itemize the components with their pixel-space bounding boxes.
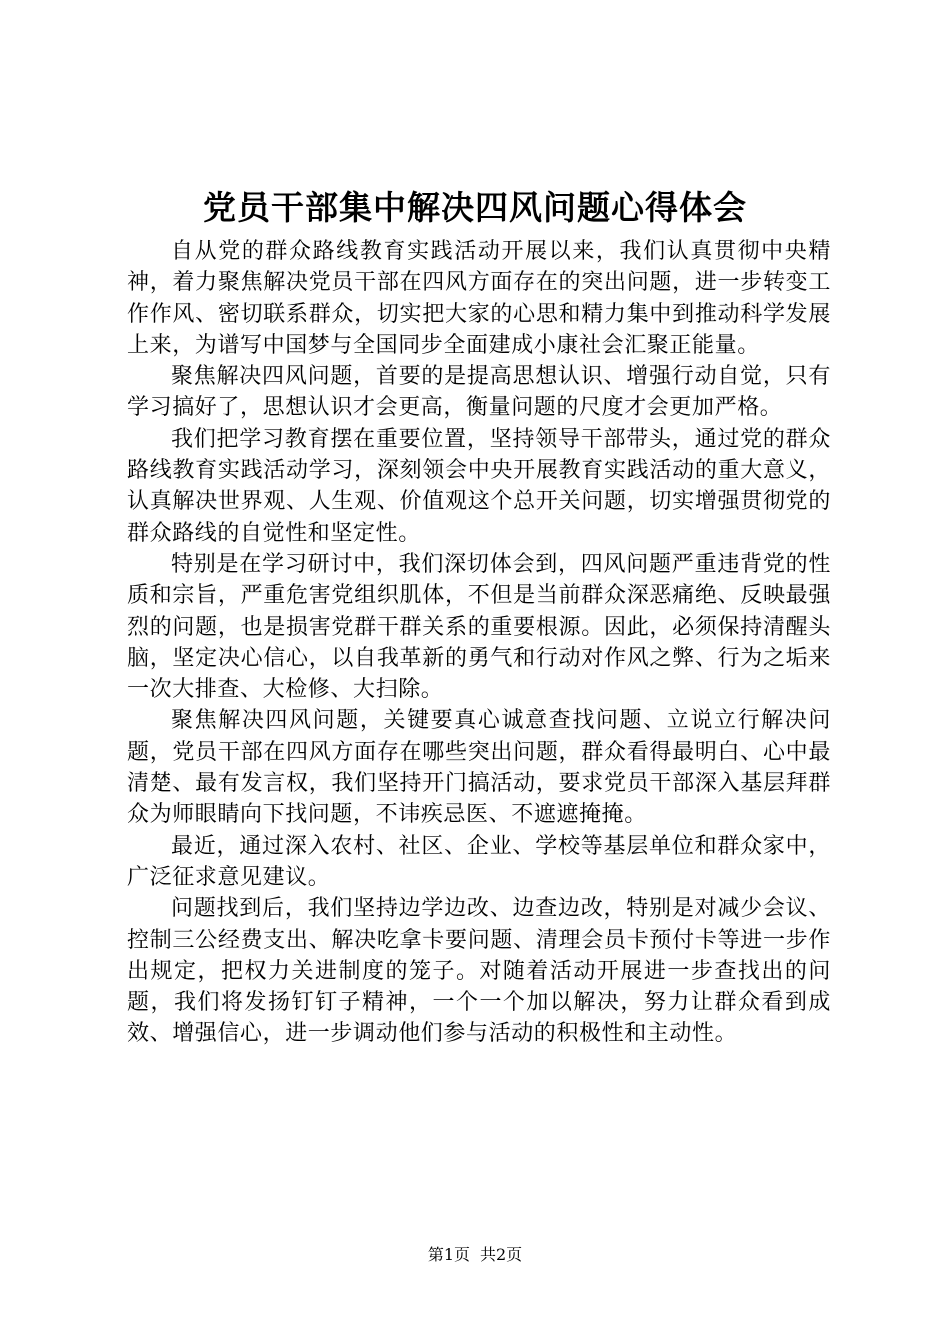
document-title: 党员干部集中解决四风问题心得体会	[203, 188, 747, 227]
page-number-total: 共2页	[480, 1245, 523, 1264]
paragraph-6: 最近，通过深入农村、社区、企业、学校等基层单位和群众家中，广泛征求意见建议。	[127, 833, 831, 890]
page-footer	[0, 1244, 950, 1266]
paragraph-2: 聚焦解决四风问题，首要的是提高思想认识、增强行动自觉，只有学习搞好了，思想认识才会更高，衡量问题的尺度才会更加严格。	[127, 364, 831, 421]
page-number-current: 第1页	[427, 1245, 470, 1264]
paragraph-3: 我们把学习教育摆在重要位置，坚持领导干部带头，通过党的群众路线教育实践活动学习，深刻领会中央开展教育实践活动的重大意义，认真解决世界观、人生观、价值观这个总开关问题，切实增强贯彻党的群众路线的自觉性和坚定性。	[127, 426, 831, 546]
paragraph-4: 特别是在学习研讨中，我们深切体会到，四风问题严重违背党的性质和宗旨，严重危害党组织肌体，不但是当前群众深恶痛绝、反映最强烈的问题，也是损害党群干群关系的重要根源。因此，必须保持清醒头脑，坚定决心信心，以自我革新的勇气和行动对作风之弊、行为之垢来一次大排查、大检修、大扫除。	[127, 551, 831, 703]
document-body	[127, 236, 831, 1050]
paragraph-1: 自从党的群众路线教育实践活动开展以来，我们认真贯彻中央精神，着力聚焦解决党员干部在四风方面存在的突出问题，进一步转变工作作风、密切联系群众，切实把大家的心思和精力集中到推动科学发展上来，为谱写中国梦与全国同步全面建成小康社会汇聚正能量。	[127, 239, 831, 358]
paragraph-5: 聚焦解决四风问题，关键要真心诚意查找问题、立说立行解决问题，党员干部在四风方面存在哪些突出问题，群众看得最明白、心中最清楚、最有发言权，我们坚持开门搞活动，要求党员干部深入基层拜群众为师眼睛向下找问题，不讳疾忌医、不遮遮掩掩。	[127, 708, 831, 828]
paragraph-7: 问题找到后，我们坚持边学边改、边查边改，特别是对减少会议、控制三公经费支出、解决吃拿卡要问题、清理会员卡预付卡等进一步作出规定，把权力关进制度的笼子。对随着活动开展进一步查找出的问题，我们将发扬钉钉子精神，一个一个加以解决，努力让群众看到成效、增强信心，进一步调动他们参与活动的积极性和主动性。	[127, 896, 831, 1047]
